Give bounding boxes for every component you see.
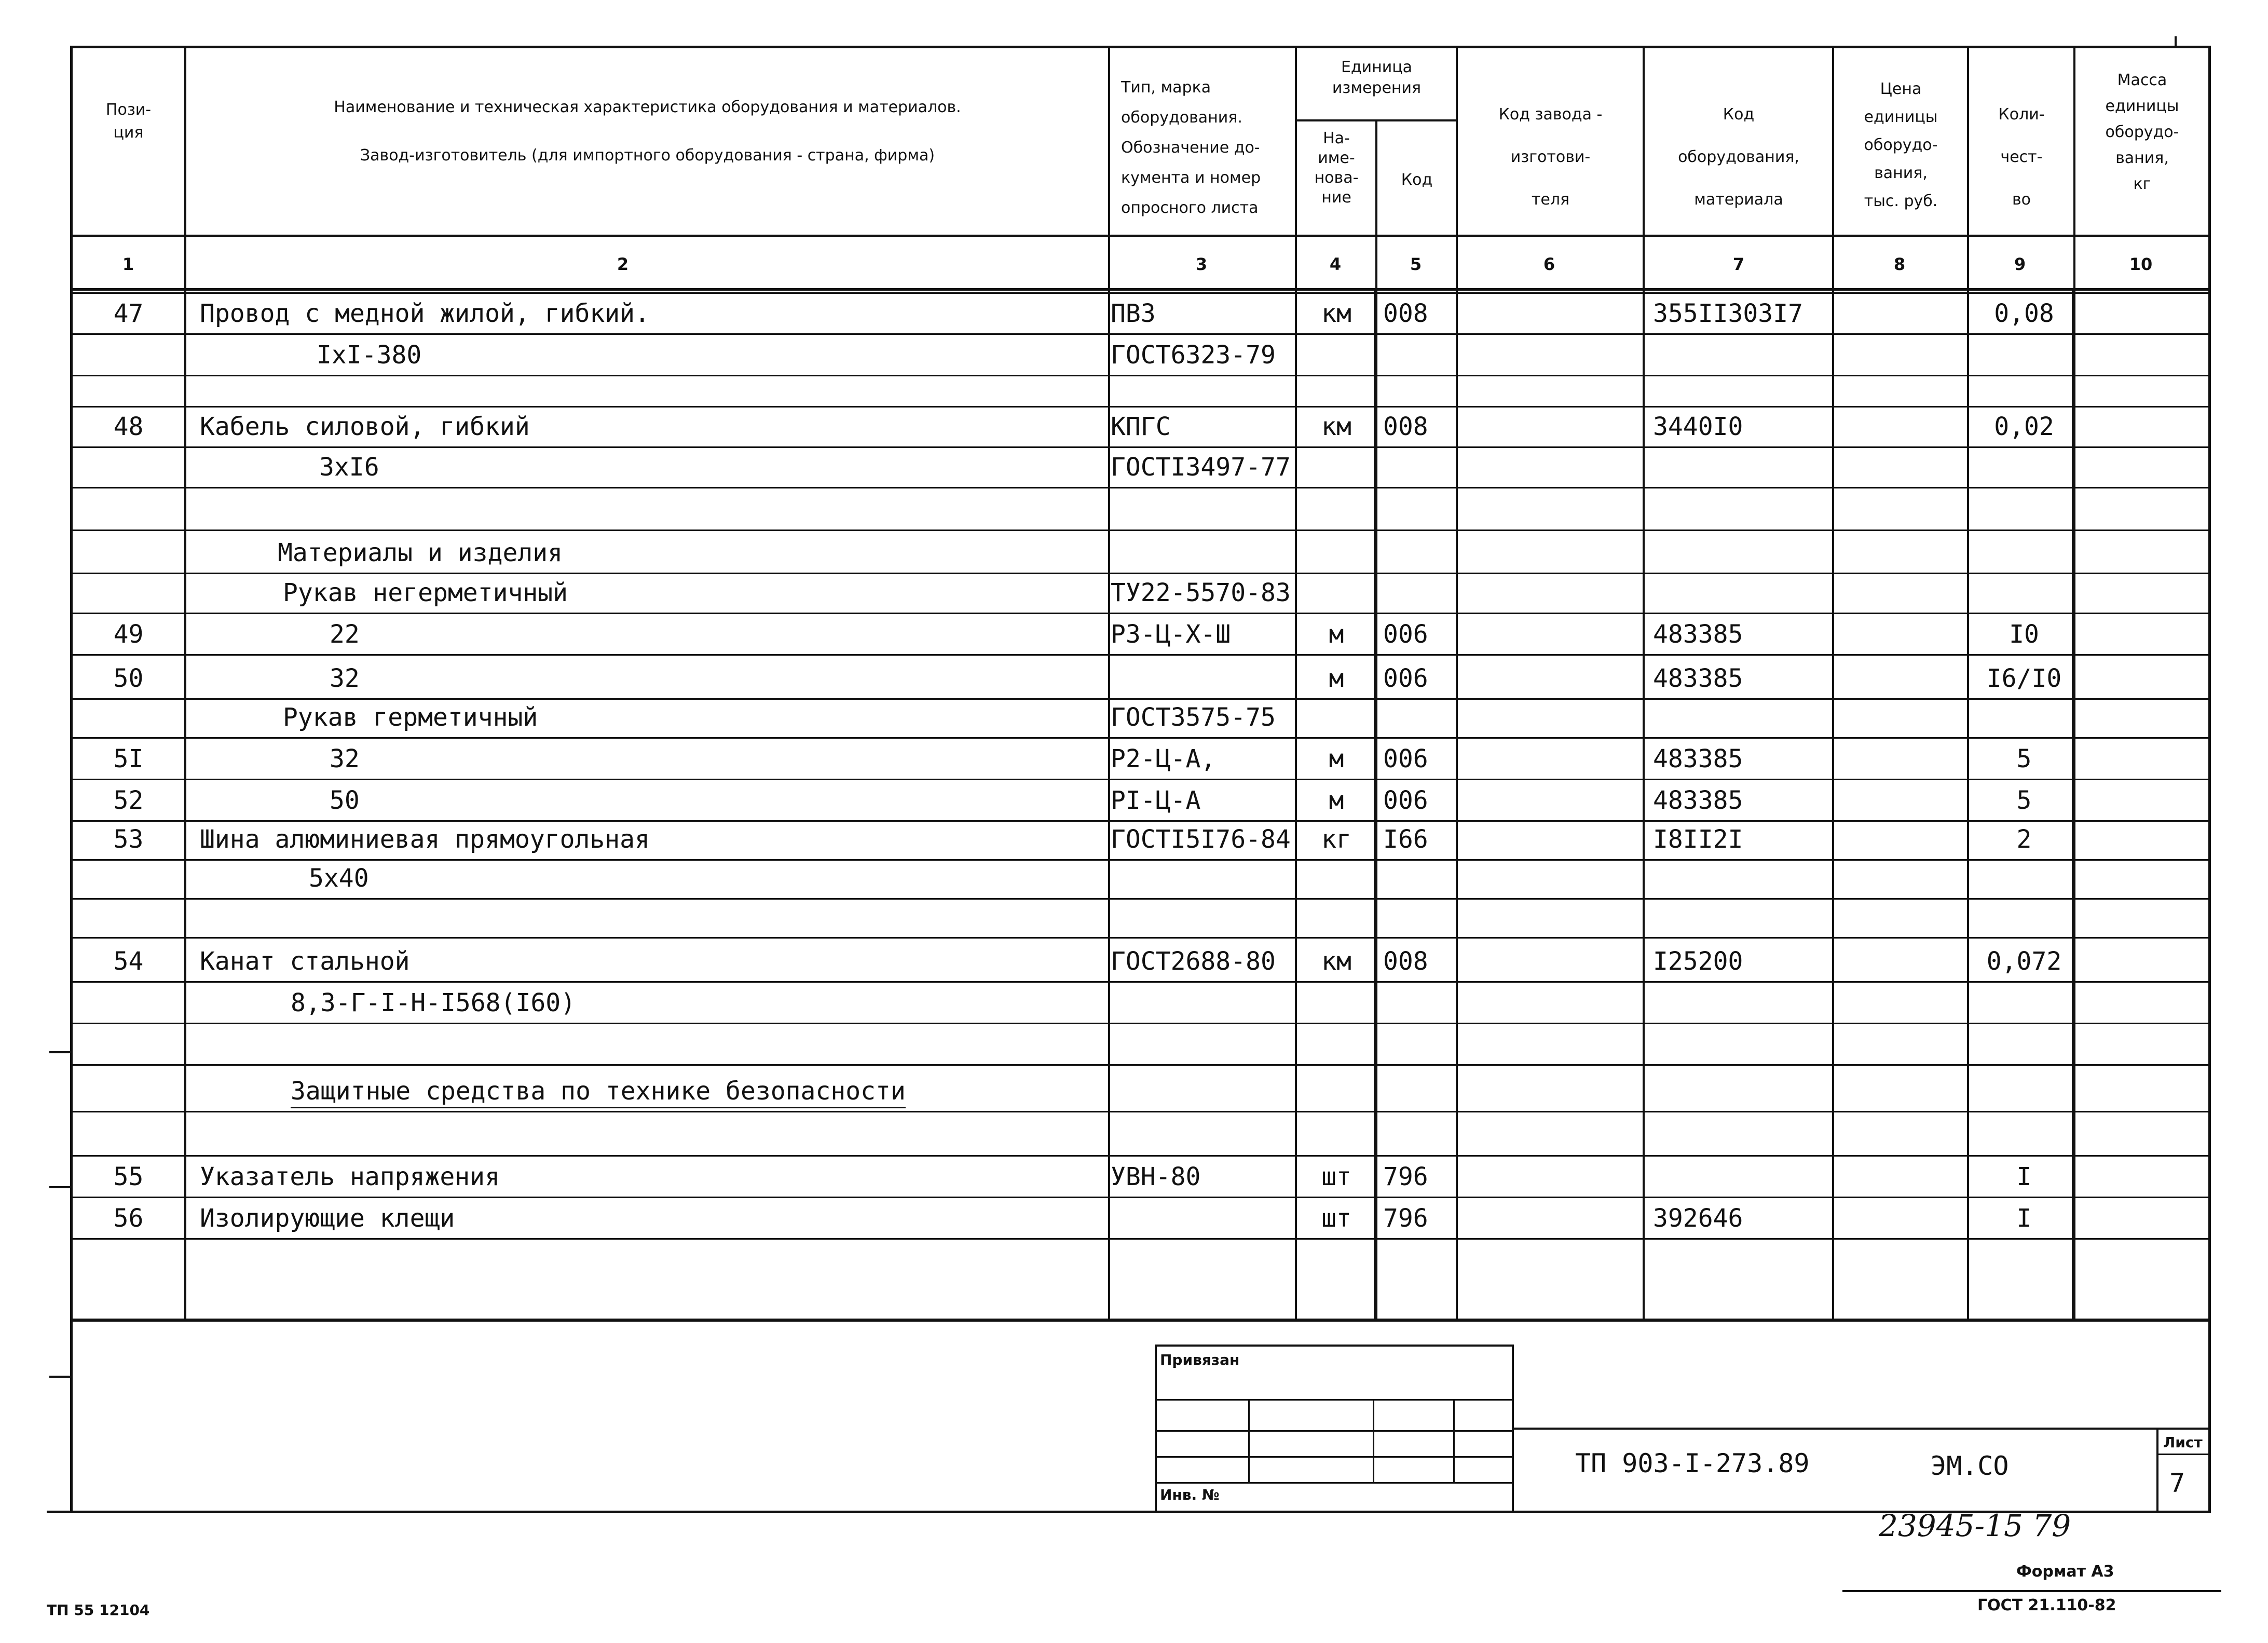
handwritten-number: 23945-15 79: [1879, 1508, 2071, 1543]
gost-label: ГОСТ 21.110-82: [1977, 1596, 2116, 1614]
cell-pos: [73, 744, 184, 773]
cell-type-text: Р3-Ц-Х-Ш: [1111, 620, 1231, 649]
cell-type: [1111, 1162, 1200, 1191]
cell-type: [1111, 341, 1276, 370]
cell-name: [291, 988, 576, 1017]
row-divider: [73, 981, 2208, 983]
cell-type-text: ГОСТ3575-75: [1111, 703, 1276, 732]
cell-pos: [73, 299, 184, 328]
cell-qty-text: I0: [2009, 620, 2039, 649]
cell-code: [1383, 1162, 1428, 1191]
cell-name-text: 32: [330, 664, 360, 693]
cell-unit: [1297, 664, 1375, 693]
cell-name-text: 22: [330, 620, 360, 649]
col-number-8: 8: [1893, 254, 1906, 274]
cell-name-text: Материалы и изделия: [278, 538, 563, 567]
header-col9: Коли- чест- во: [1998, 105, 2045, 209]
cell-qty-text: I: [2016, 1162, 2032, 1191]
cell-pos-text: 5I: [113, 744, 144, 773]
cell-name: [283, 703, 538, 732]
cell-pos: [73, 1162, 184, 1191]
cell-pos: [73, 412, 184, 441]
cell-qty: [1975, 1162, 2073, 1191]
row-divider: [73, 779, 2208, 780]
cell-pos-text: 49: [113, 620, 144, 649]
cell-unit-text: км: [1321, 299, 1351, 328]
cell-name: [330, 786, 360, 815]
cell-qty-text: 0,02: [1994, 412, 2054, 441]
cell-name-text: Провод с медной жилой, гибкий.: [200, 299, 650, 328]
header-col4: На- име- нова- ние: [1314, 129, 1359, 207]
cell-name-text: 3xI6: [319, 453, 379, 482]
cell-eqcode: [1653, 825, 1743, 854]
cell-qty-text: I6/I0: [1986, 664, 2062, 693]
cell-name: [309, 864, 369, 893]
header-col5: Код: [1401, 171, 1433, 189]
row-divider: [73, 375, 2208, 376]
cell-eqcode: [1653, 1204, 1743, 1233]
col-number-10: 10: [2129, 254, 2153, 274]
cell-code: [1383, 1204, 1428, 1233]
cell-name: [330, 620, 360, 649]
cell-pos: [73, 825, 184, 854]
cell-qty: [1975, 1204, 2073, 1233]
header-col6: Код завода - изготови- теля: [1498, 105, 1603, 209]
row-divider: [73, 737, 2208, 739]
cell-type: [1111, 299, 1156, 328]
row-divider: [73, 446, 2208, 448]
cell-name: [283, 578, 568, 607]
cell-name: [200, 299, 650, 328]
cell-code-text: 796: [1383, 1162, 1428, 1191]
privyazan-label: Привязан: [1160, 1351, 1240, 1368]
cell-name-text: 32: [330, 744, 360, 773]
cell-eqcode-text: 3440I0: [1653, 412, 1743, 441]
header-col1: Пози- ция: [105, 101, 152, 142]
cell-type: [1111, 412, 1171, 441]
cell-code-text: 008: [1383, 412, 1428, 441]
col-number-1: 1: [122, 254, 134, 274]
cell-eqcode: [1653, 299, 1803, 328]
cell-code-text: 008: [1383, 299, 1428, 328]
cell-code: [1383, 786, 1428, 815]
col-number-7: 7: [1732, 254, 1745, 274]
cell-qty-text: 0,072: [1986, 947, 2062, 976]
row-divider: [73, 698, 2208, 700]
cell-unit: [1297, 744, 1375, 773]
row-divider: [73, 654, 2208, 656]
cell-pos-text: 54: [113, 947, 144, 976]
cell-pos: [73, 664, 184, 693]
cell-eqcode-text: I25200: [1653, 947, 1743, 976]
cell-name-text: Канат стальной: [200, 947, 410, 976]
cell-qty: [1975, 786, 2073, 815]
header-col45-group: Единица измерения: [1332, 58, 1422, 97]
cell-name: [200, 1204, 455, 1233]
row-divider: [73, 613, 2208, 614]
cell-name: [330, 664, 360, 693]
cell-qty: [1975, 664, 2073, 693]
cell-type-text: ТУ22-5570-83: [1111, 578, 1291, 607]
cell-eqcode-text: 392646: [1653, 1204, 1743, 1233]
cell-type-text: ГОСТ6323-79: [1111, 341, 1276, 370]
cell-type-text: КПГС: [1111, 412, 1171, 441]
cell-name-text: 8,3-Г-I-Н-I568(I60): [291, 988, 576, 1017]
left-code: ТП 55 12104: [47, 1601, 150, 1619]
row-divider: [73, 1238, 2208, 1240]
row-divider: [73, 1023, 2208, 1024]
row-divider: [73, 529, 2208, 531]
cell-unit-text: м: [1329, 786, 1344, 815]
cell-name: [200, 825, 650, 854]
cell-pos-text: 52: [113, 786, 144, 815]
format-label: Формат А3: [2016, 1563, 2114, 1581]
cell-type-text: ГОСТI3497-77: [1111, 453, 1291, 482]
cell-qty-text: 0,08: [1994, 299, 2054, 328]
cell-qty: [1975, 620, 2073, 649]
cell-code: [1383, 664, 1428, 693]
header-col10: Масса единицы оборудо- вания, кг: [2105, 71, 2179, 193]
cell-code: [1383, 412, 1428, 441]
row-divider: [73, 898, 2208, 900]
cell-name-text: Защитные средства по технике безопасности: [291, 1077, 906, 1108]
cell-unit: [1297, 620, 1375, 649]
cell-eqcode: [1653, 744, 1743, 773]
cell-code-text: 006: [1383, 620, 1428, 649]
cell-code: [1383, 620, 1428, 649]
cell-code: [1383, 299, 1428, 328]
row-divider: [73, 820, 2208, 822]
cell-name: [200, 412, 530, 441]
cell-name: [200, 947, 410, 976]
cell-type-text: ГОСТI5I76-84: [1111, 825, 1291, 854]
cell-code-text: 008: [1383, 947, 1428, 976]
row-divider: [73, 487, 2208, 488]
cell-code-text: 006: [1383, 744, 1428, 773]
col-number-6: 6: [1543, 254, 1555, 274]
cell-pos-text: 55: [113, 1162, 144, 1191]
row-divider: [73, 1197, 2208, 1198]
cell-name: [317, 341, 421, 370]
cell-unit-text: кг: [1321, 825, 1351, 854]
cell-qty-text: 5: [2016, 744, 2032, 773]
cell-qty-text: I: [2016, 1204, 2032, 1233]
cell-name-text: Рукав герметичный: [283, 703, 538, 732]
cell-eqcode-text: I8II2I: [1653, 825, 1743, 854]
cell-eqcode-text: 355II303I7: [1653, 299, 1803, 328]
cell-type-text: Р2-Ц-А,: [1111, 744, 1216, 773]
doc-code: ТП 903-I-273.89: [1575, 1448, 1810, 1478]
cell-name: [330, 744, 360, 773]
cell-code-text: 006: [1383, 786, 1428, 815]
cell-qty: [1975, 744, 2073, 773]
cell-pos: [73, 947, 184, 976]
cell-type: [1111, 578, 1291, 607]
header-col2-line2: Завод-изготовитель (для импортного оборудования - страна, фирма): [360, 146, 935, 165]
cell-pos: [73, 620, 184, 649]
cell-pos-text: 47: [113, 299, 144, 328]
cell-type: [1111, 947, 1276, 976]
sheet-number: 7: [2169, 1468, 2185, 1498]
cell-name-text: Шина алюминиевая прямоугольная: [200, 825, 650, 854]
cell-eqcode: [1653, 786, 1743, 815]
cell-type: [1111, 786, 1200, 815]
cell-name-text: Кабель силовой, гибкий: [200, 412, 530, 441]
row-divider: [73, 1155, 2208, 1157]
cell-pos-text: 50: [113, 664, 144, 693]
col-number-2: 2: [617, 254, 629, 274]
cell-unit: [1297, 947, 1375, 976]
cell-type-text: УВН-80: [1111, 1162, 1201, 1191]
cell-pos-text: 48: [113, 412, 144, 441]
cell-eqcode-text: 483385: [1653, 744, 1743, 773]
cell-eqcode-text: 483385: [1653, 664, 1743, 693]
cell-type-text: ПВ3: [1111, 299, 1156, 328]
row-divider: [73, 859, 2208, 861]
inv-no-label: Инв. №: [1160, 1486, 1220, 1503]
cell-code-text: 796: [1383, 1204, 1428, 1233]
cell-code: [1383, 825, 1428, 854]
cell-eqcode-text: 483385: [1653, 620, 1743, 649]
cell-unit: [1297, 412, 1375, 441]
cell-type: [1111, 825, 1291, 854]
cell-pos: [73, 786, 184, 815]
cell-unit-text: км: [1321, 947, 1351, 976]
cell-name: [278, 538, 563, 567]
cell-unit-text: шт: [1321, 1162, 1351, 1191]
cell-qty: [1975, 947, 2073, 976]
cell-eqcode: [1653, 947, 1743, 976]
header-col3: Тип, марка оборудования. Обозначение до- кумента и номер опросного листа: [1121, 78, 1261, 217]
cell-unit: [1297, 299, 1375, 328]
col-number-9: 9: [2014, 254, 2026, 274]
cell-code: [1383, 744, 1428, 773]
cell-eqcode: [1653, 412, 1743, 441]
cell-type: [1111, 620, 1231, 649]
row-divider: [73, 1064, 2208, 1066]
cell-unit-text: км: [1321, 412, 1351, 441]
cell-unit-text: шт: [1321, 1204, 1351, 1233]
cell-name: [291, 1077, 906, 1106]
header-col2-line1: Наименование и техническая характеристика оборудования и материалов.: [334, 98, 961, 116]
cell-eqcode: [1653, 664, 1743, 693]
cell-unit: [1297, 1162, 1375, 1191]
row-divider: [73, 333, 2208, 335]
cell-type: [1111, 453, 1291, 482]
cell-type-text: РI-Ц-А: [1111, 786, 1201, 815]
cell-type: [1111, 744, 1215, 773]
cell-name-text: 50: [330, 786, 360, 815]
cell-type-text: ГОСТ2688-80: [1111, 947, 1276, 976]
cell-qty: [1975, 825, 2073, 854]
cell-name-text: 5x40: [309, 864, 369, 893]
cell-qty: [1975, 412, 2073, 441]
cell-name-text: IxI-380: [317, 341, 422, 370]
cell-pos-text: 53: [113, 825, 144, 854]
row-divider: [73, 406, 2208, 408]
cell-unit: [1297, 1204, 1375, 1233]
cell-name: [200, 1162, 500, 1191]
cell-qty: [1975, 299, 2073, 328]
cell-unit-text: м: [1329, 664, 1344, 693]
cell-eqcode: [1653, 620, 1743, 649]
cell-unit: [1297, 825, 1375, 854]
row-divider: [73, 937, 2208, 939]
cell-unit-text: м: [1329, 620, 1344, 649]
cell-unit: [1297, 786, 1375, 815]
col-number-5: 5: [1410, 254, 1422, 274]
cell-qty-text: 5: [2016, 786, 2032, 815]
cell-pos: [73, 1204, 184, 1233]
cell-eqcode-text: 483385: [1653, 786, 1743, 815]
cell-name-text: Изолирующие клещи: [200, 1204, 455, 1233]
cell-code-text: I66: [1383, 825, 1428, 854]
doc-mark: ЭМ.СО: [1931, 1451, 2009, 1481]
row-divider: [73, 573, 2208, 574]
cell-qty-text: 2: [2016, 825, 2032, 854]
header-col8: Цена единицы оборудо- вания, тыс. руб.: [1864, 80, 1938, 210]
col-number-3: 3: [1195, 254, 1208, 274]
cell-type: [1111, 703, 1276, 732]
header-col7: Код оборудования, материала: [1678, 105, 1799, 209]
sheet-label: Лист: [2163, 1434, 2203, 1451]
col-number-4: 4: [1329, 254, 1342, 274]
cell-name: [319, 453, 379, 482]
cell-pos-text: 56: [113, 1204, 144, 1233]
cell-name-text: Указатель напряжения: [200, 1162, 500, 1191]
cell-code: [1383, 947, 1428, 976]
cell-unit-text: м: [1329, 744, 1344, 773]
cell-code-text: 006: [1383, 664, 1428, 693]
cell-name-text: Рукав негерметичный: [283, 578, 568, 607]
row-divider: [73, 1111, 2208, 1112]
